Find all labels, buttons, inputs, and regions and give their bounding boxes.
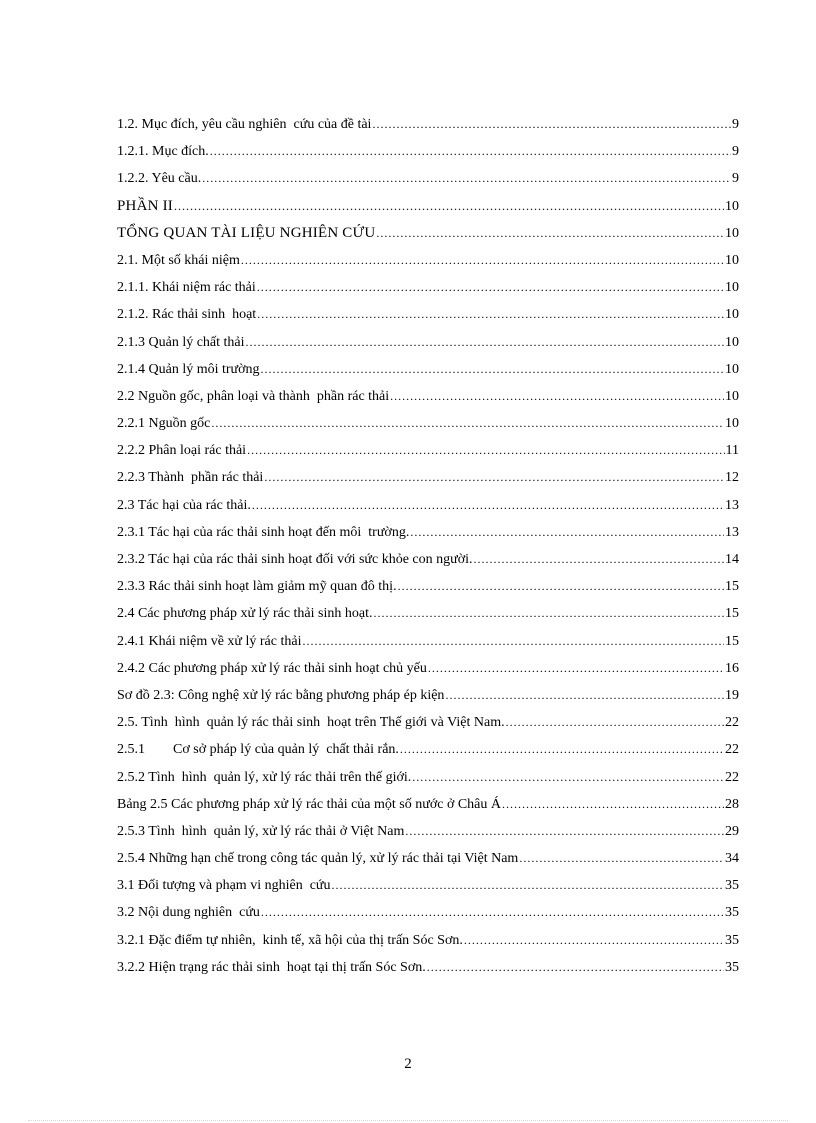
toc-entry[interactable] [117, 274, 739, 301]
toc-dot-leader [519, 845, 724, 872]
toc-entry[interactable] [117, 519, 739, 546]
toc-dot-leader [246, 329, 724, 356]
toc-entry-title: 3.2.2 Hiện trạng rác thải sinh hoạt tại thị trấn Sóc Sơn. [117, 959, 426, 975]
toc-dot-leader [405, 818, 724, 845]
toc-entry-title: 2.1.1. Khái niệm rác thải [117, 280, 256, 296]
toc-entry-page-number: 28 [725, 796, 739, 812]
toc-entry-title: Bảng 2.5 Các phương pháp xử lý rác thải của một số nước ở Châu Á [117, 796, 502, 812]
toc-entry[interactable] [117, 872, 739, 899]
toc-entry[interactable] [117, 927, 739, 954]
toc-entry[interactable] [117, 437, 739, 464]
toc-entry-title: 1.2. Mục đích, yêu cầu nghiên cứu của đề tài [117, 117, 372, 132]
toc-entry-page-number: 22 [725, 769, 739, 785]
toc-entry-title: 2.1.3 Quản lý chất thải [117, 334, 245, 350]
toc-entry-page-number: 10 [725, 361, 739, 377]
toc-entry[interactable] [117, 573, 739, 600]
toc-entry-title: 2.3.2 Tác hại của rác thải sinh hoạt đối với sức khỏe con người. [117, 552, 473, 567]
toc-entry-title: 2.3.1 Tác hại của rác thải sinh hoạt đến môi trường. [117, 524, 410, 540]
toc-entry-title: Sơ đồ 2.3: Công nghệ xử lý rác bằng phương pháp ép kiện [117, 687, 445, 703]
toc-entry-page-number: 9 [732, 171, 739, 187]
toc-entry-title: 2.4 Các phương pháp xử lý rác thải sinh hoạt. [117, 606, 373, 622]
toc-entry-title: 2.5. Tình hình quản lý rác thải sinh hoạt trên Thế giới và Việt Nam. [117, 715, 505, 731]
toc-entry[interactable] [117, 546, 739, 573]
toc-entry-title: 3.2 Nội dung nghiên cứu [117, 905, 260, 921]
toc-entry-page-number: 14 [725, 552, 739, 567]
toc-entry[interactable] [117, 709, 739, 736]
toc-entry-title: 2.4.1 Khái niệm về xử lý rác thải [117, 633, 302, 649]
table-of-contents [117, 111, 739, 981]
toc-entry[interactable] [117, 791, 739, 818]
toc-dot-leader [400, 736, 724, 763]
toc-entry[interactable] [117, 628, 739, 655]
toc-entry-title: 2.1.4 Quản lý môi trường [117, 361, 260, 377]
toc-entry-page-number: 11 [725, 443, 739, 459]
toc-entry[interactable] [117, 220, 739, 247]
toc-entry-page-number: 9 [732, 117, 739, 132]
toc-dot-leader [412, 764, 724, 791]
toc-entry-page-number: 35 [725, 905, 739, 921]
toc-entry-page-number: 10 [725, 252, 739, 268]
toc-entry[interactable] [117, 736, 739, 763]
toc-entry[interactable] [117, 111, 739, 138]
toc-dot-leader [390, 383, 724, 410]
toc-entry[interactable] [117, 764, 739, 791]
toc-dot-leader [252, 492, 724, 519]
toc-entry-page-number: 10 [725, 334, 739, 350]
toc-entry[interactable] [117, 464, 739, 491]
toc-dot-leader [261, 356, 724, 383]
toc-dot-leader [264, 464, 724, 491]
toc-entry-page-number: 35 [725, 932, 739, 948]
toc-dot-leader [261, 899, 724, 926]
toc-entry[interactable] [117, 329, 739, 356]
toc-entry[interactable] [117, 356, 739, 383]
toc-entry[interactable] [117, 655, 739, 682]
toc-dot-leader [410, 519, 724, 546]
toc-entry-page-number: 34 [725, 851, 739, 867]
toc-dot-leader [257, 301, 724, 328]
toc-entry-title: 2.3.3 Rác thải sinh hoạt làm giảm mỹ quan đô thị. [117, 579, 397, 595]
toc-entry-title: 2.3 Tác hại của rác thải. [117, 497, 251, 513]
toc-entry-page-number: 15 [725, 579, 739, 595]
toc-dot-leader [332, 872, 725, 899]
toc-entry[interactable] [117, 492, 739, 519]
toc-entry-title: PHẦN II [117, 197, 173, 214]
toc-entry-title: 2.1. Một số khái niệm [117, 252, 240, 268]
toc-dot-leader [202, 165, 731, 192]
toc-entry-title: 2.5.1 Cơ sở pháp lý của quản lý chất thải rắn. [117, 742, 399, 758]
toc-entry[interactable] [117, 193, 739, 220]
toc-dot-leader [428, 655, 724, 682]
toc-entry-page-number: 13 [725, 497, 739, 513]
toc-dot-leader [257, 274, 724, 301]
toc-dot-leader [398, 573, 724, 600]
page-bottom-divider [28, 1120, 788, 1121]
toc-entry-page-number: 12 [725, 470, 739, 486]
toc-entry[interactable] [117, 410, 739, 437]
toc-entry-title: 2.5.2 Tình hình quản lý, xử lý rác thải trên thế giới. [117, 769, 412, 785]
toc-entry-page-number: 10 [725, 280, 739, 296]
toc-entry[interactable] [117, 954, 739, 981]
toc-entry-page-number: 35 [725, 959, 739, 975]
toc-dot-leader [464, 927, 724, 954]
toc-entry[interactable] [117, 301, 739, 328]
toc-entry-title: 3.2.1 Đặc điểm tự nhiên, kinh tế, xã hội của thị trấn Sóc Sơn. [117, 932, 463, 948]
toc-entry-page-number: 9 [732, 144, 739, 160]
toc-entry-title: TỔNG QUAN TÀI LIỆU NGHIÊN CỨU [117, 224, 376, 241]
toc-entry-title: 2.4.2 Các phương pháp xử lý rác thải sinh hoạt chủ yếu [117, 660, 427, 676]
toc-entry-page-number: 22 [725, 742, 739, 758]
toc-entry[interactable] [117, 600, 739, 627]
toc-entry-page-number: 22 [725, 715, 739, 731]
toc-entry[interactable] [117, 165, 739, 192]
toc-entry[interactable] [117, 818, 739, 845]
toc-entry-title: 2.2.2 Phân loại rác thải [117, 443, 247, 459]
toc-dot-leader [372, 111, 731, 138]
toc-entry-page-number: 19 [725, 687, 739, 703]
toc-dot-leader [211, 410, 724, 437]
toc-entry[interactable] [117, 138, 739, 165]
toc-dot-leader [427, 954, 724, 981]
toc-dot-leader [302, 628, 724, 655]
toc-entry-title: 1.2.1. Mục đích. [117, 144, 209, 160]
toc-entry-title: 2.2 Nguồn gốc, phân loại và thành phần rác thải [117, 388, 390, 404]
toc-entry-title: 2.2.3 Thành phần rác thải [117, 470, 264, 486]
toc-entry-page-number: 29 [725, 823, 739, 839]
toc-entry[interactable] [117, 247, 739, 274]
toc-dot-leader [174, 193, 724, 220]
toc-dot-leader [502, 791, 724, 818]
toc-entry-title: 2.1.2. Rác thải sinh hoạt [117, 307, 257, 323]
toc-entry[interactable] [117, 845, 739, 872]
toc-entry-title: 2.2.1 Nguồn gốc [117, 416, 211, 432]
toc-entry-page-number: 10 [725, 225, 739, 241]
toc-entry-page-number: 10 [725, 307, 739, 323]
toc-dot-leader [445, 682, 724, 709]
toc-dot-leader [373, 600, 724, 627]
toc-entry-page-number: 15 [725, 633, 739, 649]
toc-dot-leader [247, 437, 724, 464]
toc-entry[interactable] [117, 383, 739, 410]
toc-dot-leader [241, 247, 724, 274]
toc-entry-page-number: 15 [725, 606, 739, 622]
toc-entry-page-number: 10 [725, 388, 739, 404]
toc-entry-title: 3.1 Đối tượng và phạm vi nghiên cứu [117, 878, 331, 894]
toc-dot-leader [376, 220, 724, 247]
toc-entry-page-number: 35 [725, 878, 739, 894]
toc-entry-page-number: 16 [725, 660, 739, 676]
page-number: 2 [404, 1056, 412, 1072]
toc-entry-title: 2.5.4 Những hạn chế trong công tác quản lý, xử lý rác thải tại Việt Nam [117, 851, 519, 867]
toc-entry-page-number: 10 [725, 416, 739, 432]
toc-entry-title: 1.2.2. Yêu cầu. [117, 171, 202, 187]
toc-entry[interactable] [117, 682, 739, 709]
toc-dot-leader [210, 138, 731, 165]
toc-dot-leader [474, 546, 724, 573]
toc-dot-leader [506, 709, 724, 736]
toc-entry[interactable] [117, 899, 739, 926]
toc-entry-title: 2.5.3 Tình hình quản lý, xử lý rác thải ở Việt Nam [117, 823, 405, 839]
toc-entry-page-number: 10 [725, 198, 739, 214]
toc-entry-page-number: 13 [725, 524, 739, 540]
